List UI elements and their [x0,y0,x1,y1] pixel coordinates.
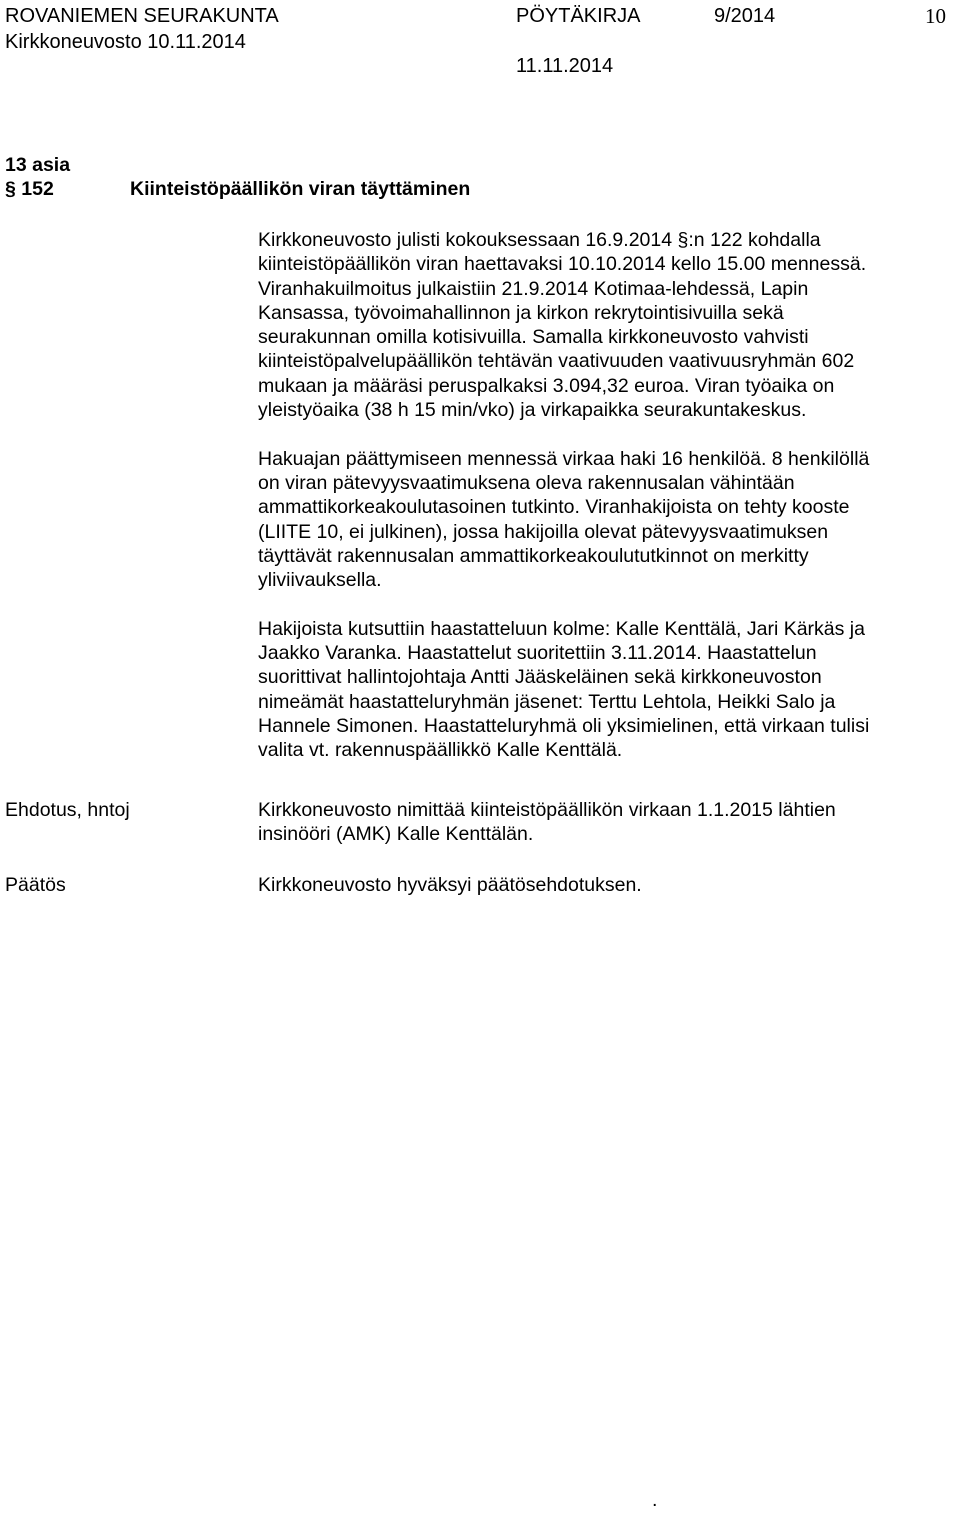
document-number: 9/2014 [714,5,776,27]
proposal-label: Ehdotus, hntoj [5,799,130,821]
paragraph-applicants: Hakuajan päättymiseen mennessä virkaa haki 16 henkilöä. 8 henkilöllä on viran pätevyysvaatimuksena oleva rakennusalan vähintään ammattikorkeakoulutasoinen tutkinto. Viranhakijoista on tehty kooste (LIITE 10, ei julkinen), jossa hakijoilla olevat pätevyysvaatimuksen täyttävät rakennusalan ammattikorkeakoulututkinnot on merkitty yliviivauksella. [258,447,870,592]
body-text [258,228,948,787]
document-date: 11.11.2014 [516,55,614,77]
item-title: Kiinteistöpäällikön viran täyttäminen [130,178,471,200]
page-number: 10 [925,4,946,28]
decision-text: Kirkkoneuvosto hyväksyi päätösehdotuksen. [258,874,642,896]
document-type: PÖYTÄKIRJA [516,5,641,27]
section-number: § 152 [5,178,54,200]
agenda-item-number: 13 asia [5,154,71,176]
paragraph-interviews: Hakijoista kutsuttiin haastatteluun kolme: Kalle Kenttälä, Jari Kärkäs ja Jaakko Varanka. Haastattelut suoritettiin 3.11.2014. Haastattelun suorittivat hallintojohtaja Antti Jääskeläinen sekä kirkkoneuvoston nimeämät haastatteluryhmän jäsenet: Terttu Lehtola, Heikki Salo ja Hannele Simonen. Haastatteluryhmä oli yksimielinen, että virkaan tulisi valita vt. rakennuspäällikkö Kalle Kenttälä. [258,617,870,762]
footer-mark: . [652,1489,658,1511]
org-name: ROVANIEMEN SEURAKUNTA [5,5,279,27]
proposal-text: Kirkkoneuvosto nimittää kiinteistöpäällikön virkaan 1.1.2015 lähtien insinööri (AMK) Kalle Kenttälän. [258,799,836,846]
paragraph-background: Kirkkoneuvosto julisti kokouksessaan 16.9.2014 §:n 122 kohdalla kiinteistöpäällikön viran haettavaksi 10.10.2014 kello 15.00 mennessä. Viranhakuilmoitus julkaistiin 21.9.2014 Kotimaa-lehdessä, Lapin Kansassa, työvoimahallinnon ja kirkon rekrytointisivuilla sekä seurakunnan omilla kotisivuilla. Samalla kirkkoneuvosto vahvisti kiinteistöpalvelupäällikön tehtävän vaativuuden vaativuusryhmän 602 mukaan ja määräsi peruspalkaksi 3.094,32 euroa. Viran työaika on yleistyöaika (38 h 15 min/vko) ja virkapaikka seurakuntakeskus. [258,229,867,422]
meeting-name: Kirkkoneuvosto 10.11.2014 [5,31,246,53]
decision-label: Päätös [5,874,66,896]
